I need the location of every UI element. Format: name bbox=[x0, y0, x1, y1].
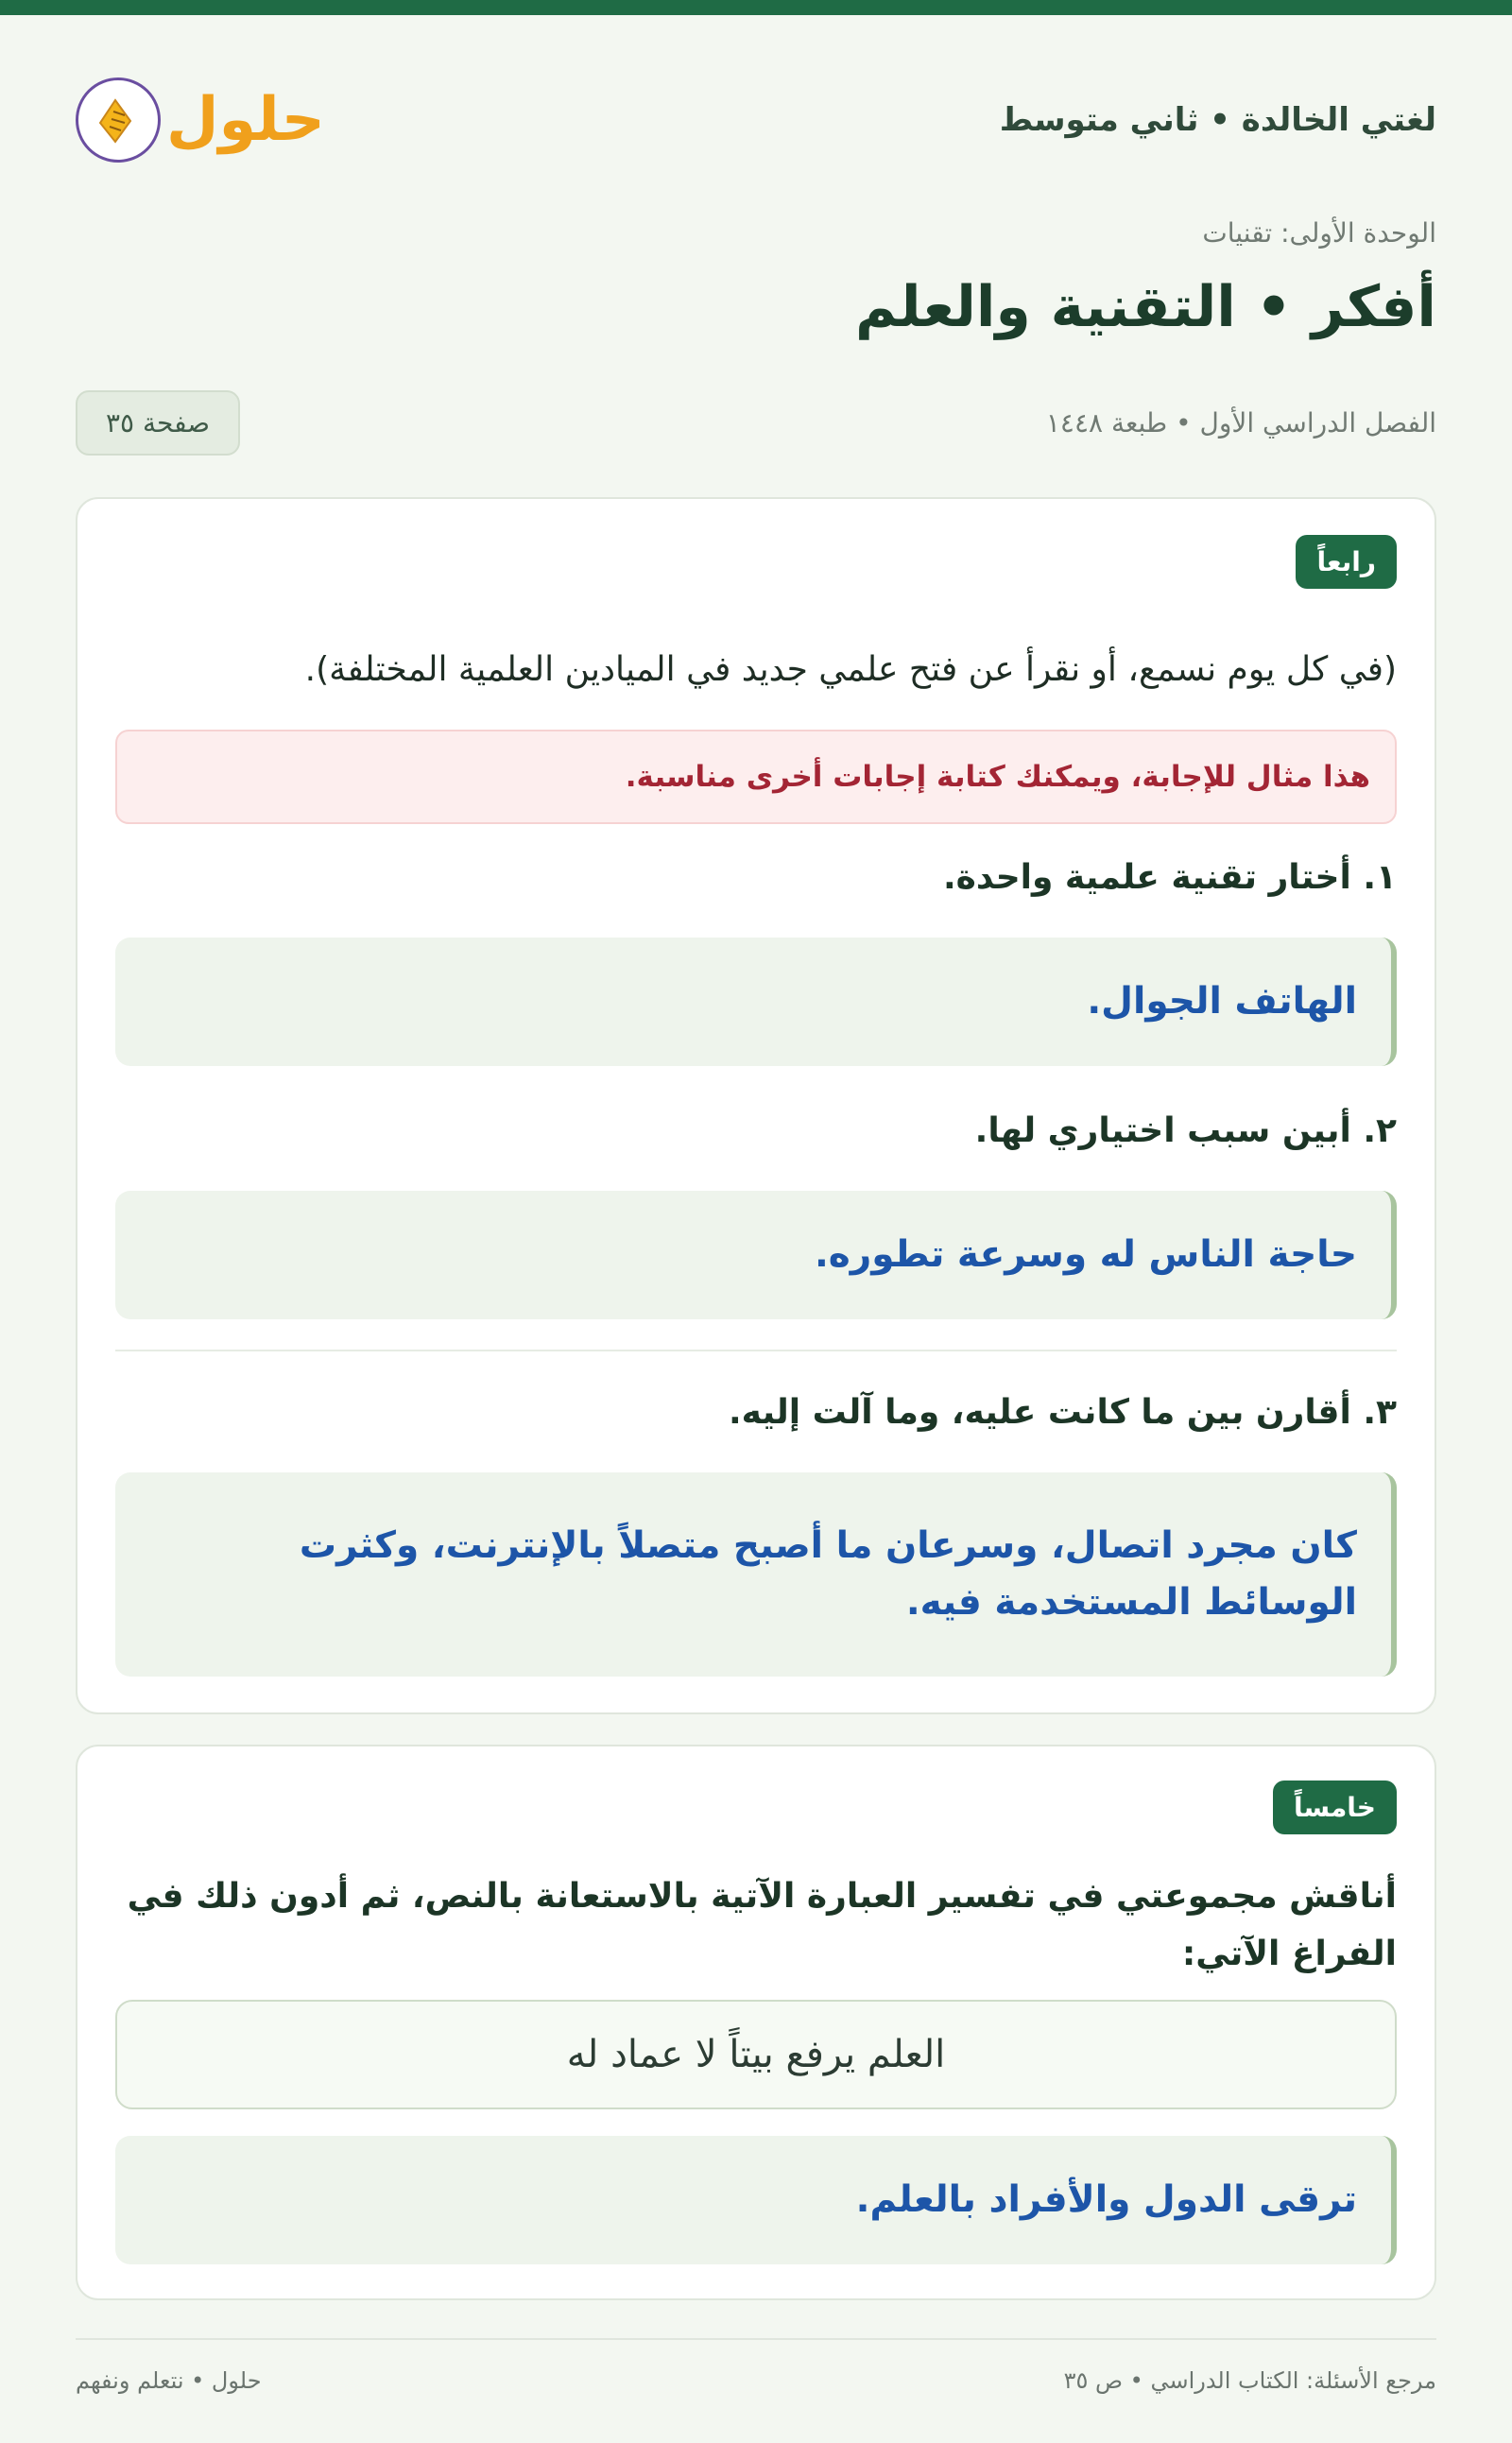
page-header bbox=[76, 59, 1436, 181]
answer-2: حاجة الناس له وسرعة تطوره. bbox=[115, 1191, 1397, 1319]
page-badge: صفحة ٣٥ bbox=[76, 390, 240, 456]
page-footer bbox=[76, 2367, 1436, 2394]
unit-label: الوحدة الأولى: تقنيات bbox=[1202, 217, 1436, 249]
section-divider bbox=[115, 1350, 1397, 1351]
meta-row bbox=[76, 387, 1436, 457]
logo-wordmark: حلول bbox=[166, 85, 325, 155]
book-logo-icon bbox=[76, 77, 161, 163]
question-1: ١. أختار تقنية علمية واحدة. bbox=[943, 858, 1397, 897]
answer-1: الهاتف الجوال. bbox=[115, 938, 1397, 1066]
answer-3: كان مجرد اتصال، وسرعان ما أصبح متصلاً بالإنترنت، وكثرت الوسائط المستخدمة فيه. bbox=[115, 1472, 1397, 1677]
book-title: لغتي الخالدة • ثاني متوسط bbox=[999, 101, 1436, 139]
section-four-card bbox=[76, 497, 1436, 1714]
footer-divider bbox=[76, 2338, 1436, 2340]
footer-reference: مرجع الأسئلة: الكتاب الدراسي • ص ٣٥ bbox=[1063, 2367, 1436, 2394]
question-3: ٣. أقارن بين ما كانت عليه، وما آلت إليه. bbox=[728, 1393, 1397, 1432]
term-edition: الفصل الدراسي الأول • طبعة ١٤٤٨ bbox=[1045, 406, 1436, 439]
top-accent-bar bbox=[0, 0, 1512, 15]
section-five-question: أناقش مجموعتي في تفسير العبارة الآتية بالاستعانة بالنص، ثم أدون ذلك في الفراغ الآتي: bbox=[127, 1877, 1397, 1974]
brand-logo[interactable] bbox=[76, 77, 325, 163]
lesson-title: أفكر • التقنية والعلم bbox=[854, 274, 1436, 340]
section-five-card bbox=[76, 1745, 1436, 2300]
question-2: ٢. أبين سبب اختياري لها. bbox=[974, 1111, 1397, 1150]
section-five-answer: ترقى الدول والأفراد بالعلم. bbox=[115, 2136, 1397, 2264]
footer-tagline: حلول • نتعلم ونفهم bbox=[76, 2367, 262, 2394]
section-four-intro: (في كل يوم نسمع، أو نقرأ عن فتح علمي جديد في الميادين العلمية المختلفة). bbox=[304, 650, 1397, 689]
section-five-badge: خامساً bbox=[1273, 1781, 1397, 1834]
section-four-badge: رابعاً bbox=[1296, 535, 1397, 589]
quoted-phrase: العلم يرفع بيتاً لا عماد له bbox=[115, 2000, 1397, 2109]
example-answer-note: هذا مثال للإجابة، ويمكنك كتابة إجابات أخرى مناسبة. bbox=[115, 730, 1397, 824]
